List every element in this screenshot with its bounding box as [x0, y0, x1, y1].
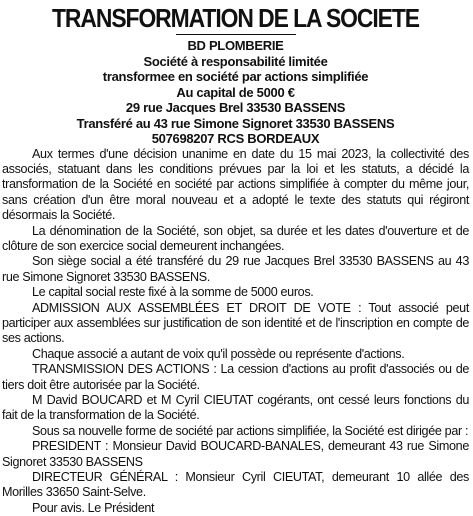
company-transformed-form: transformee en société par actions simplifiée	[2, 69, 469, 85]
headline-divider	[176, 34, 296, 35]
company-name: BD PLOMBERIE	[2, 38, 469, 54]
paragraph-transmission: TRANSMISSION DES ACTIONS : La cession d'actions au profit d'associés ou de tiers doit être autorisée par la Société.	[2, 362, 469, 393]
paragraph-former-managers: M David BOUCARD et M Cyril CIEUTAT cogérants, ont cessé leurs fonctions du fait de la transformation de la Société.	[2, 393, 469, 424]
company-legal-form: Société à responsabilité limitée	[2, 54, 469, 70]
legal-notice	[2, 0, 469, 516]
signature-line: Pour avis. Le Président	[2, 501, 469, 516]
company-rcs: 507698207 RCS BORDEAUX	[2, 131, 469, 147]
company-capital: Au capital de 5000 €	[2, 85, 469, 101]
paragraph-registered-office: Son siège social a été transféré du 29 rue Jacques Brel 33530 BASSENS au 43 rue Simone Signoret 33530 BASSENS.	[2, 254, 469, 285]
notice-body	[2, 147, 469, 516]
paragraph-capital: Le capital social reste fixé à la somme de 5000 euros.	[2, 285, 469, 300]
paragraph-denomination: La dénomination de la Société, son objet, sa durée et les dates d'ouverture et de clôture de son exercice social demeurent inchangées.	[2, 224, 469, 255]
company-old-address: 29 rue Jacques Brel 33530 BASSENS	[2, 100, 469, 116]
paragraph-president: PRESIDENT : Monsieur David BOUCARD-BANALES, demeurant 43 rue Simone Signoret 33530 BASSENS	[2, 439, 469, 470]
notice-headline: TRANSFORMATION DE LA SOCIETE	[30, 4, 441, 32]
company-header	[2, 38, 469, 147]
paragraph-new-direction: Sous sa nouvelle forme de société par actions simplifiée, la Société est dirigée par :	[2, 424, 469, 439]
paragraph-decision: Aux termes d'une décision unanime en date du 15 mai 2023, la collectivité des associés, statuant dans les conditions prévues par la loi et les statuts, a décidé la transformation de la Société en société par actions simplifiée à compter du même jour, sans création d'un être moral nouveau et a adopté le texte des statuts qui régiront désormais la Société.	[2, 147, 469, 224]
company-new-address: Transféré au 43 rue Simone Signoret 33530 BASSENS	[2, 116, 469, 132]
paragraph-voting: Chaque associé a autant de voix qu'il possède ou représente d'actions.	[2, 347, 469, 362]
paragraph-general-director: DIRECTEUR GÉNÉRAL : Monsieur Cyril CIEUTAT, demeurant 10 allée des Morilles 33650 Saint-Selve.	[2, 470, 469, 501]
paragraph-admission: ADMISSION AUX ASSEMBLÉES ET DROIT DE VOTE : Tout associé peut participer aux assemblées sur justification de son identité et de l'inscription en compte de ses actions.	[2, 301, 469, 347]
